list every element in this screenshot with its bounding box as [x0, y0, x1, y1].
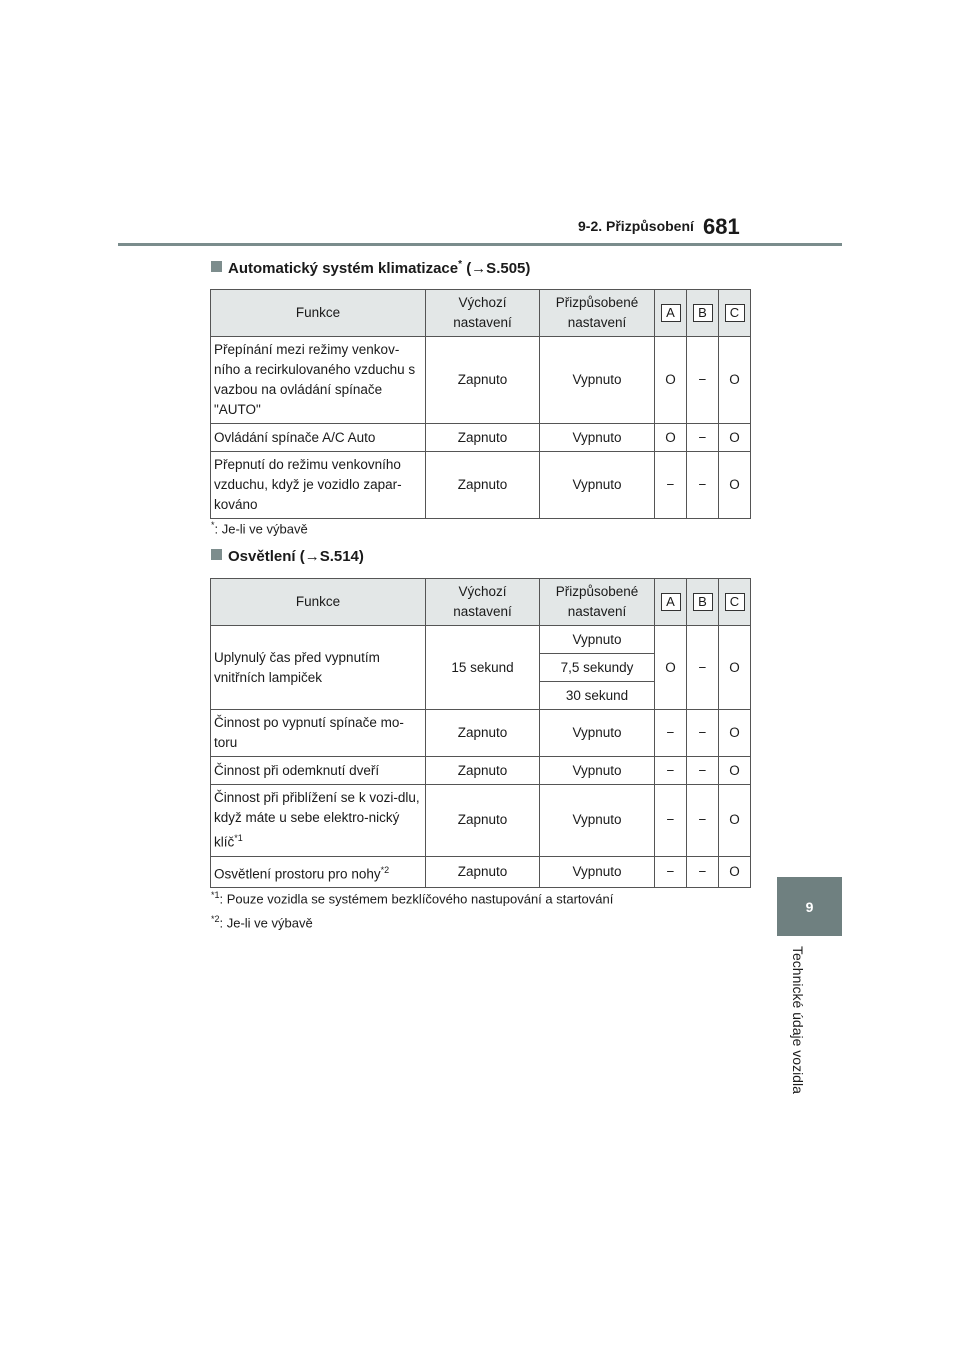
- footnote: [211, 890, 613, 906]
- col-header-function: Funkce: [211, 579, 426, 626]
- col-header-c: [719, 579, 751, 626]
- footnote-marker: *: [211, 520, 215, 530]
- badge-b: B: [693, 593, 713, 611]
- table-row: [211, 626, 751, 654]
- cell-function: Činnost po vypnutí spínače mo-toru: [211, 710, 426, 757]
- cell-c: O: [719, 337, 751, 424]
- heading-text: Osvětlení: [228, 548, 296, 565]
- col-header-custom: Přizpůsobené nastavení: [540, 290, 655, 337]
- footnote: [211, 520, 308, 536]
- cell-function: [211, 785, 426, 857]
- cell-c: O: [719, 452, 751, 519]
- section-heading-lighting: [211, 548, 364, 565]
- cell-custom: Vypnuto: [540, 424, 655, 452]
- heading-text: Automatický systém klimatizace: [228, 260, 459, 277]
- table-row: [211, 856, 751, 888]
- col-header-a: [655, 579, 687, 626]
- col-header-custom: Přizpůsobené nastavení: [540, 579, 655, 626]
- section-heading-climate: [211, 259, 530, 277]
- cell-c: O: [719, 626, 751, 710]
- cell-custom: Vypnuto: [540, 785, 655, 857]
- col-header-default: Výchozí nastavení: [426, 579, 540, 626]
- badge-a: A: [661, 304, 681, 322]
- cell-a: −: [655, 452, 687, 519]
- col-header-b: [687, 579, 719, 626]
- col-header-a: [655, 290, 687, 337]
- page-number: 681: [703, 214, 740, 239]
- cell-function: [211, 856, 426, 888]
- badge-a: A: [661, 593, 681, 611]
- function-text: Osvětlení prostoru pro nohy: [214, 866, 381, 881]
- chapter-label: Technické údaje vozidla: [790, 946, 806, 1094]
- table-row: [211, 757, 751, 785]
- cell-b: −: [687, 452, 719, 519]
- cell-custom: 7,5 sekundy: [540, 654, 655, 682]
- table-row: [211, 710, 751, 757]
- function-text: Činnost při přiblížení se k vozi-dlu, když máte u sebe elektro-nický klíč: [214, 790, 420, 850]
- cell-default: Zapnuto: [426, 757, 540, 785]
- col-header-b: [687, 290, 719, 337]
- section-title: 9-2. Přizpůsobení: [578, 218, 694, 234]
- page-reference: (→S.505): [466, 260, 531, 277]
- cell-custom: Vypnuto: [540, 757, 655, 785]
- cell-default: Zapnuto: [426, 856, 540, 888]
- cell-default: 15 sekund: [426, 626, 540, 710]
- header-divider: [118, 243, 842, 246]
- cell-b: −: [687, 710, 719, 757]
- table-header-row: [211, 290, 751, 337]
- cell-a: O: [655, 424, 687, 452]
- cell-default: Zapnuto: [426, 452, 540, 519]
- col-header-function: Funkce: [211, 290, 426, 337]
- cell-custom: Vypnuto: [540, 856, 655, 888]
- cell-a: O: [655, 626, 687, 710]
- cell-custom: Vypnuto: [540, 626, 655, 654]
- cell-a: −: [655, 757, 687, 785]
- cell-b: −: [687, 757, 719, 785]
- footnote-text: : Pouze vozidla se systémem bezklíčového nastupování a startování: [219, 891, 614, 907]
- cell-custom: Vypnuto: [540, 337, 655, 424]
- cell-function: Přepnutí do režimu venkovního vzduchu, když je vozidlo zapar-kováno: [211, 452, 426, 519]
- cell-custom: 30 sekund: [540, 682, 655, 710]
- cell-function: Přepínání mezi režimy venkov-ního a recirkulovaného vzduchu s vazbou na ovládání spínače "AUTO": [211, 337, 426, 424]
- cell-b: −: [687, 424, 719, 452]
- cell-default: Zapnuto: [426, 785, 540, 857]
- page-reference: (→S.514): [299, 548, 364, 565]
- cell-a: −: [655, 856, 687, 888]
- col-header-default: Výchozí nastavení: [426, 290, 540, 337]
- footnote-text: : Je-li ve výbavě: [219, 915, 313, 931]
- square-bullet-icon: [211, 261, 222, 272]
- cell-b: −: [687, 337, 719, 424]
- table-row: [211, 424, 751, 452]
- table-row: [211, 785, 751, 857]
- table-row: [211, 337, 751, 424]
- cell-function: Uplynulý čas před vypnutím vnitřních lampiček: [211, 626, 426, 710]
- cell-c: O: [719, 757, 751, 785]
- cell-custom: Vypnuto: [540, 452, 655, 519]
- footnote: [211, 914, 313, 930]
- badge-c: C: [725, 304, 745, 322]
- cell-function: Ovládání spínače A/C Auto: [211, 424, 426, 452]
- cell-custom: Vypnuto: [540, 710, 655, 757]
- table-row: [211, 452, 751, 519]
- table-header-row: [211, 579, 751, 626]
- footnote-marker: *1: [234, 833, 243, 843]
- cell-default: Zapnuto: [426, 337, 540, 424]
- footnote-marker: *: [458, 259, 463, 270]
- chapter-number: 9: [805, 898, 814, 915]
- cell-a: −: [655, 785, 687, 857]
- cell-b: −: [687, 785, 719, 857]
- cell-a: O: [655, 337, 687, 424]
- cell-c: O: [719, 710, 751, 757]
- footnote-marker: *2: [211, 914, 220, 924]
- cell-c: O: [719, 785, 751, 857]
- cell-b: −: [687, 856, 719, 888]
- cell-c: O: [719, 424, 751, 452]
- cell-function: Činnost při odemknutí dveří: [211, 757, 426, 785]
- badge-c: C: [725, 593, 745, 611]
- cell-a: −: [655, 710, 687, 757]
- col-header-c: [719, 290, 751, 337]
- badge-b: B: [693, 304, 713, 322]
- cell-b: −: [687, 626, 719, 710]
- cell-default: Zapnuto: [426, 424, 540, 452]
- footnote-marker: *1: [211, 890, 220, 900]
- square-bullet-icon: [211, 549, 222, 560]
- cell-default: Zapnuto: [426, 710, 540, 757]
- footnote-text: : Je-li ve výbavě: [214, 521, 308, 537]
- footnote-marker: *2: [380, 864, 390, 875]
- chapter-tab[interactable]: [777, 877, 842, 936]
- lighting-settings-table: [210, 578, 751, 888]
- cell-c: O: [719, 856, 751, 888]
- climate-settings-table: [210, 289, 751, 519]
